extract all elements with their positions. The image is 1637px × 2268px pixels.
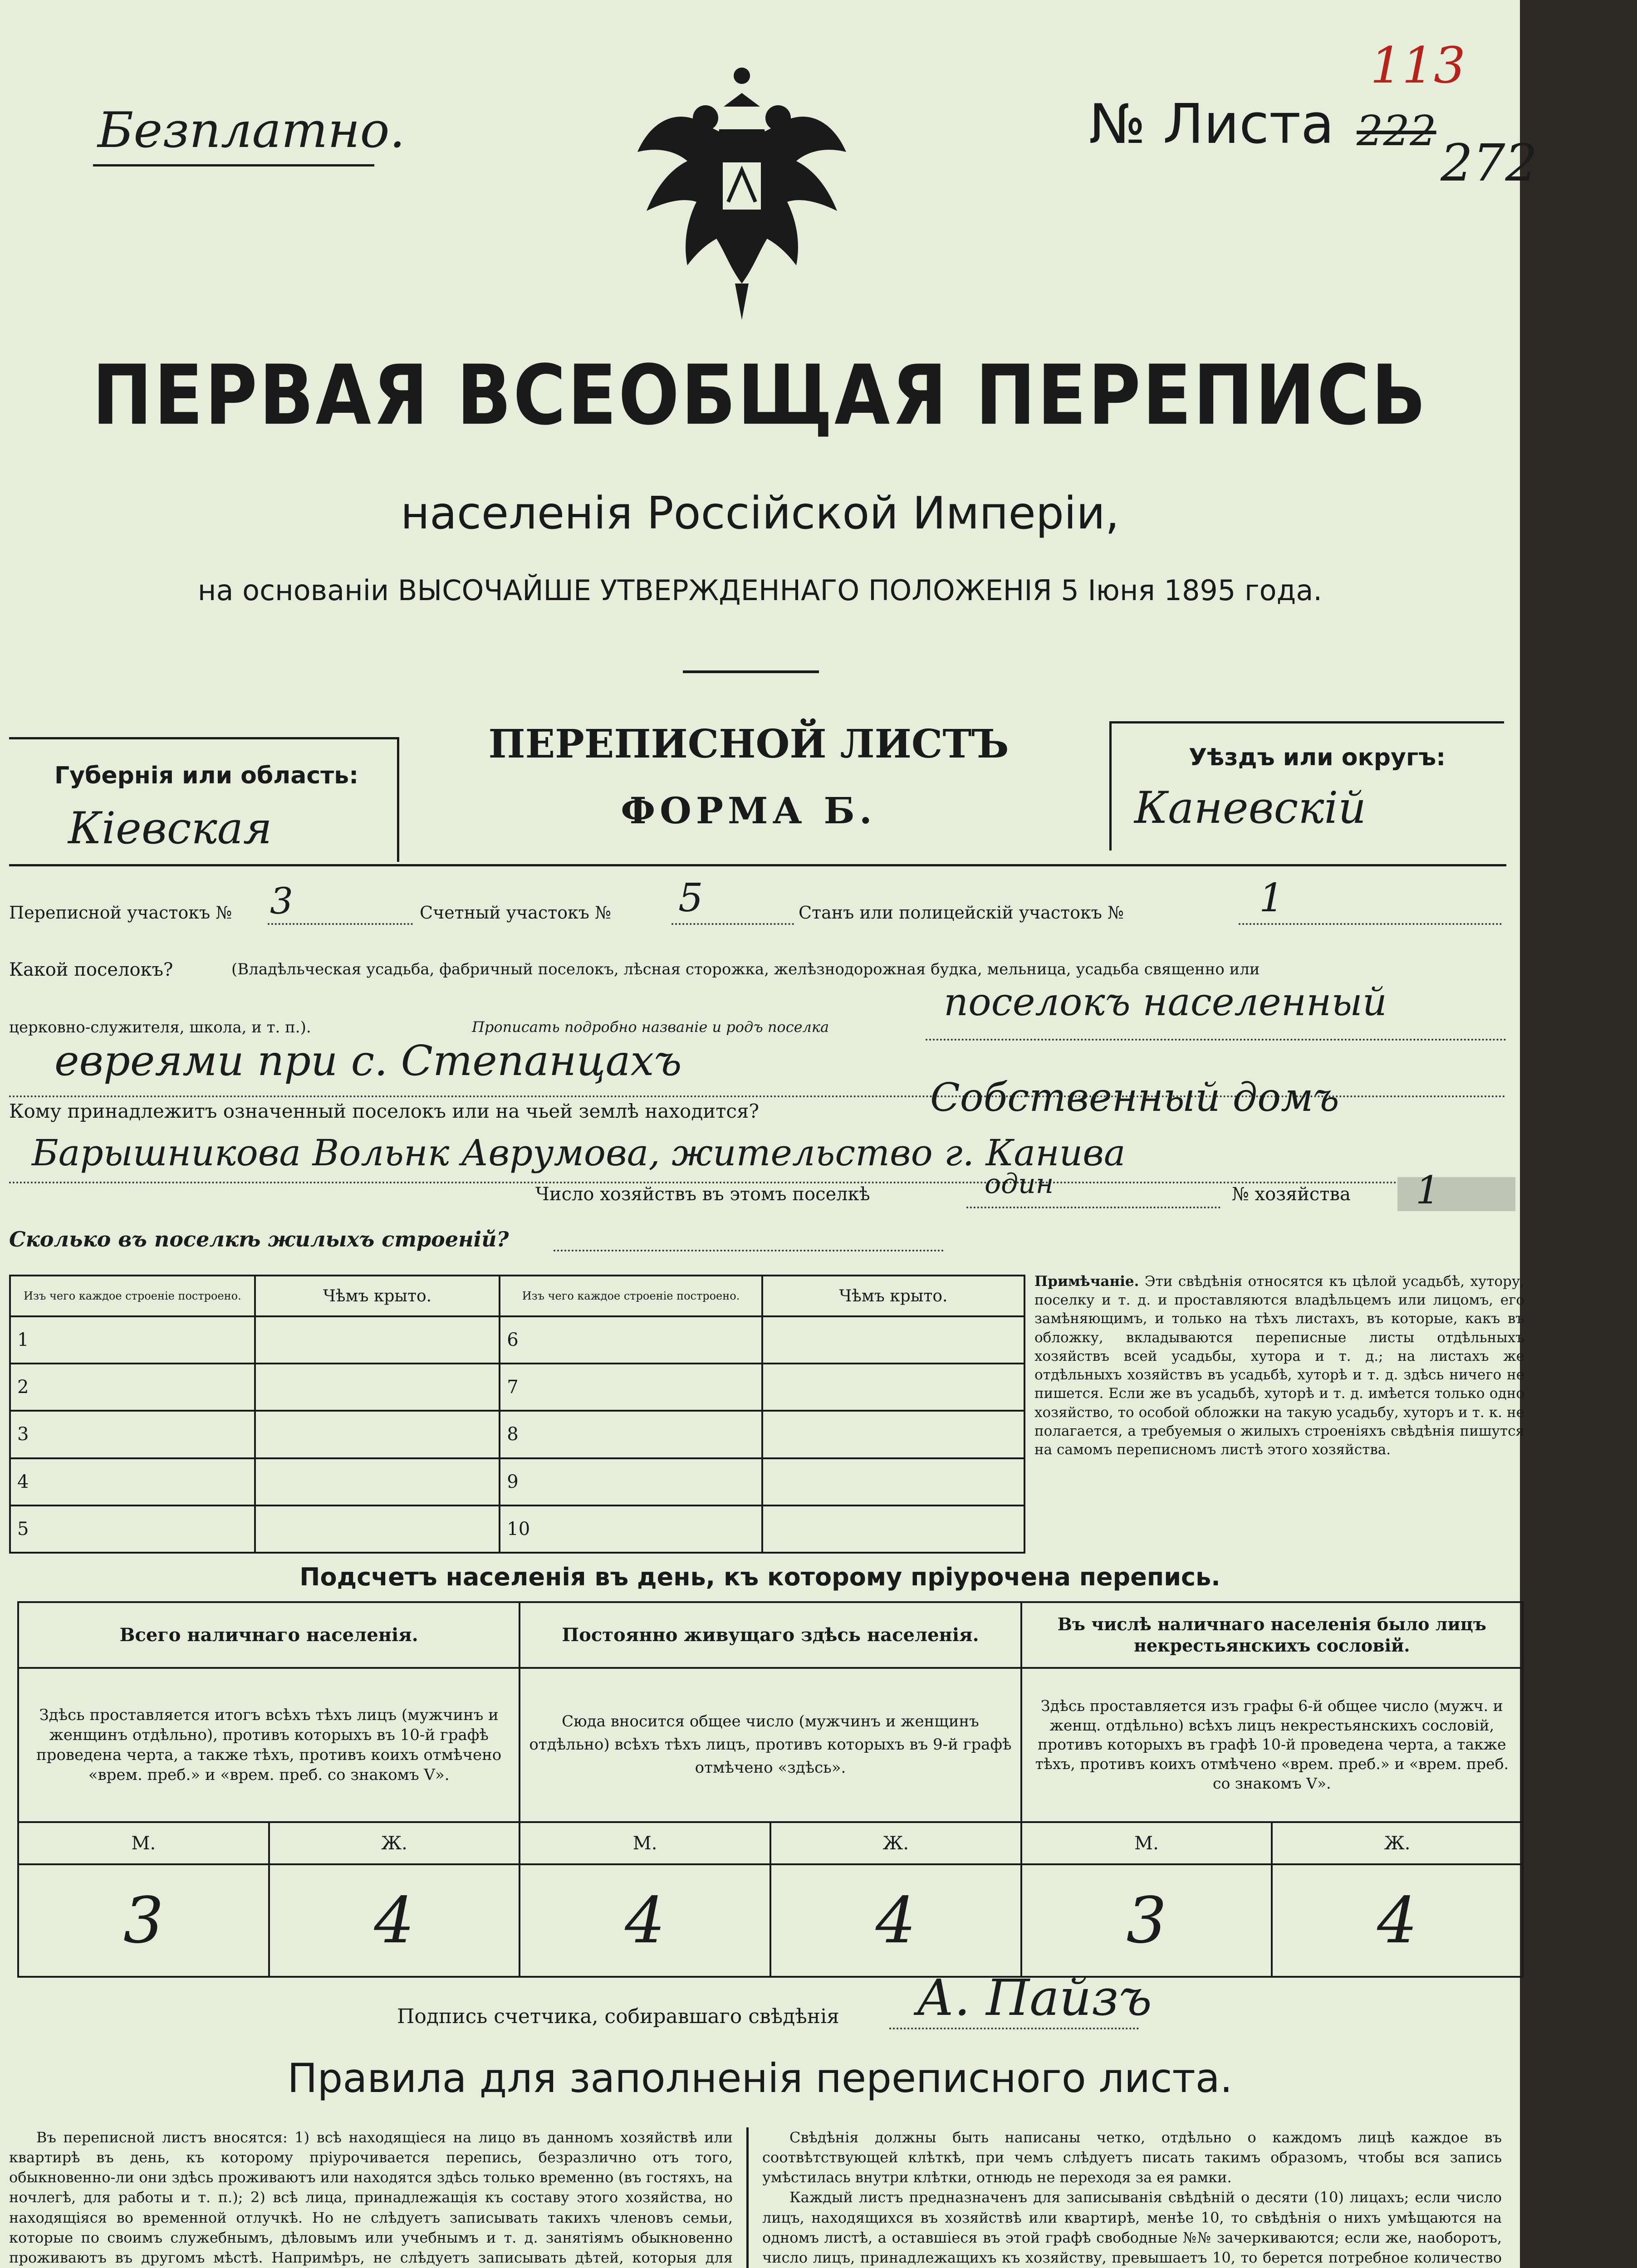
buildings-title: Сколько въ поселкѣ жилыхъ строеній? [9,1227,509,1251]
pop-m-header: М. [1021,1822,1272,1864]
census-section-value: 3 [270,880,293,922]
province-box-top [9,737,399,739]
rules-title: Правила для заполненія переписного листа. [287,2055,1233,2102]
census-section-line [268,923,413,925]
building-row: 2 [10,1364,255,1411]
population-title: Подсчетъ населенія въ день, къ которому пріурочена перепись. [299,1563,1220,1591]
basis-line: на основаніи ВЫСОЧАЙШЕ УТВЕРЖДЕННАГО ПОЛОЖЕНІЯ 5 Іюня 1895 года. [197,574,1323,607]
buildings-table [9,1275,1025,1554]
district-box-top [1109,721,1504,723]
buildings-line [554,1250,944,1251]
province-label: Губернія или область: [54,762,358,789]
signature-label: Подпись счетчика, собиравшаго свѣдѣнія [397,2005,839,2028]
subtitle: населенія Россійской Имперіи, [400,488,1120,539]
building-row: 8 [500,1411,762,1458]
pop-m-header: М. [520,1822,770,1864]
pop-permanent-female: 4 [770,1864,1021,1977]
settlement-hint-b: церковно-служителя, школа, и т. п.). [9,1018,311,1036]
signature-line [889,2028,1139,2029]
rules-right-column [762,2127,1502,2268]
counter-signature: А. Пайзъ [917,1969,1152,2027]
free-label: Безплатно. [98,102,405,159]
sheet-number-label: № Листа [1089,93,1334,156]
rules-right-para-2: Каждый листъ предназначенъ для записыванія свѣдѣній о десяти (10) лицахъ; если число лицъ, находящихся въ хозяйствѣ или квартирѣ, менѣе 10, то свѣдѣнія о нихъ умѣщаются на одномъ листѣ, а оставшіеся въ этой графѣ свободные №№ зачеркиваются; если же, наоборотъ, число лицъ, принадлежащихъ къ хозяйству, превышаетъ 10, то берется потребное количество [762,2189,1502,2266]
buildings-note-text: Эти свѣдѣнія относятся къ цѣлой усадьбѣ, хутору, поселку и т. д. и проставляются владѣльцемъ или лицомъ, его замѣняющимъ, и только на тѣхъ листахъ, въ которые, какъ въ обложку, вкладываются переписные листы отдѣльныхъ хозяйствъ всей усадьбы, хутора и т. д.; на листахъ же отдѣльныхъ хозяйствъ въ усадьбѣ, хуторѣ и т. д. здѣсь ничего не пишется. Если же въ усадьбѣ, хуторѣ и т. д. имѣется только одно хозяйство, то особой обложки на такую усадьбу, хуторъ и т. к. не полагается, а требуемыя о жилыхъ строеніяхъ свѣдѣнія пишутся на самомъ переписномъ листѣ этого хозяйства. [1034,1273,1524,1458]
households-label: Число хозяйствъ въ этомъ поселкѣ [535,1184,870,1205]
header-divider [9,864,1506,866]
settlement-question: Какой поселокъ? [9,959,173,980]
count-section-label: Счетный участокъ № [420,903,611,923]
pop-f-header: Ж. [269,1822,520,1864]
building-row: 3 [10,1411,255,1458]
pop-total-female: 4 [269,1864,520,1977]
settlement-value-a: поселокъ населенный [944,980,1387,1024]
stan-label: Станъ или полицейскій участокъ № [799,903,1124,923]
pop-m-header: М. [18,1822,269,1864]
free-underline [93,164,374,166]
stan-value: 1 [1259,875,1284,921]
rules-left-column [9,2127,733,2268]
settlement-value-b: евреями при с. Степанцахъ [54,1036,682,1085]
census-section-label: Переписной участокъ № [9,903,232,923]
buildings-note [1034,1272,1524,1459]
rules-divider [746,2127,749,2268]
household-no-box [1397,1177,1515,1211]
stan-line [1239,923,1502,925]
buildings-col-roof-left: Чѣмъ крыто. [255,1276,500,1316]
owner-question: Кому принадлежитъ означенный поселокъ или на чьей землѣ находится? [9,1100,759,1122]
count-section-line [671,923,794,925]
sheet-number-red: 113 [1370,36,1465,94]
district-value: Каневскій [1134,782,1367,833]
form-variant: ФОРМА Б. [621,789,877,832]
settlement-hint-a: (Владѣльческая усадьба, фабричный поселокъ, лѣсная сторожка, желѣзнодорожная будка, мельница, усадьба священно или [231,960,1260,978]
household-no-value: 1 [1416,1168,1440,1212]
owner-line [9,1182,1506,1183]
province-box-side [397,737,399,862]
corner-number: 272 [1441,134,1538,193]
settlement-hint-c: Прописать подробно названіе и родъ поселка [472,1018,829,1036]
building-row: 6 [500,1316,762,1364]
province-value: Кіевская [68,803,272,854]
buildings-col-roof-right: Чѣмъ крыто. [762,1276,1024,1316]
rules-right-para-1: Свѣдѣнія должны быть написаны четко, отдѣльно о каждомъ лицѣ каждое въ соотвѣтствующей клѣткѣ, при чемъ слѣдуетъ писать такимъ образомъ, чтобы вся запись умѣстилась внутри клѣтки, отнюдь не переходя за ея рамки. [762,2129,1502,2186]
imperial-eagle-icon [628,75,855,329]
building-row: 1 [10,1316,255,1364]
settlement-line-a [926,1039,1506,1041]
sheet-number-struck: 222 [1357,107,1436,155]
pop-col1-desc: Здѣсь проставляется итогъ всѣхъ тѣхъ лицъ (мужчинъ и женщинъ отдѣльно), противъ которыхъ въ 10-й графѣ проведена черта, а также тѣхъ, противъ коихъ отмѣчено «врем. преб.» и «врем. преб. со знакомъ V». [18,1668,520,1823]
district-box-side [1109,721,1112,850]
pop-col3-desc: Здѣсь проставляется изъ графы 6-й общее число (мужч. и женщ. отдѣльно) всѣхъ лицъ некрестьянскихъ сословій, противъ которыхъ въ графѣ 10-й проведена черта, а также тѣхъ, противъ коихъ отмѣчено «врем. преб.» и «врем. преб. со знакомъ V». [1021,1668,1523,1823]
buildings-note-title: Примѣчаніе. [1034,1273,1139,1290]
district-label: Уѣздъ или округъ: [1189,744,1446,771]
building-row: 10 [500,1505,762,1553]
pop-nonpeasant-male: 3 [1021,1864,1272,1977]
households-value: один [985,1168,1054,1200]
buildings-col-material-right: Изъ чего каждое строеніе построено. [500,1276,762,1316]
buildings-col-material-left: Изъ чего каждое строеніе построено. [10,1276,255,1316]
count-section-value: 5 [678,875,703,921]
main-title: ПЕРВАЯ ВСЕОБЩАЯ ПЕРЕПИСЬ [92,347,1428,444]
title-divider [683,670,819,673]
building-row: 9 [500,1458,762,1505]
household-no-label: № хозяйства [1232,1184,1351,1205]
owner-value-a: Собственный домъ [930,1075,1339,1120]
pop-total-male: 3 [18,1864,269,1977]
building-row: 7 [500,1364,762,1411]
pop-col3-title: Въ числѣ наличнаго населенія было лицъ некрестьянскихъ сословій. [1021,1602,1523,1668]
building-row: 5 [10,1505,255,1553]
pop-nonpeasant-female: 4 [1272,1864,1523,1977]
pop-col2-desc: Сюда вносится общее число (мужчинъ и женщинъ отдѣльно) всѣхъ тѣхъ лицъ, противъ которыхъ въ 9-й графѣ отмѣчено «здѣсь». [520,1668,1021,1823]
owner-value-b: Барышникова Вольнк Аврумова, жительство г. Канива [32,1132,1126,1174]
pop-col2-title: Постоянно живущаго здѣсь населенія. [520,1602,1021,1668]
form-name: ПЕРЕПИСНОЙ ЛИСТЪ [488,721,1009,767]
population-table [17,1601,1524,1978]
pop-f-header: Ж. [1272,1822,1523,1864]
building-row: 4 [10,1458,255,1505]
rules-left-para-1: Въ переписной листъ вносятся: 1) всѣ находящіеся на лицо въ данномъ хозяйствѣ или квартирѣ въ день, къ которому пріурочивается перепись, безразлично отъ того, обыкновенно-ли они здѣсь проживаютъ или находятся здѣсь только временно (въ гостяхъ, на ночлегѣ, для работы и т. п.); 2) всѣ лица, принадлежащія къ составу этого хозяйства, но находящіяся во временной отлучкѣ. Но не слѣдуетъ записывать такихъ членовъ семьи, которые по своимъ служебнымъ, дѣловымъ или учебнымъ и т. д. занятіямъ обыкновенно проживаютъ въ другомъ мѣстѣ. Напримѣръ, не слѣдуетъ записывать дѣтей, которыя для [9,2129,733,2266]
pop-f-header: Ж. [770,1822,1021,1864]
pop-permanent-male: 4 [520,1864,770,1977]
households-line [966,1207,1220,1208]
pop-col1-title: Всего наличнаго населенія. [18,1602,520,1668]
